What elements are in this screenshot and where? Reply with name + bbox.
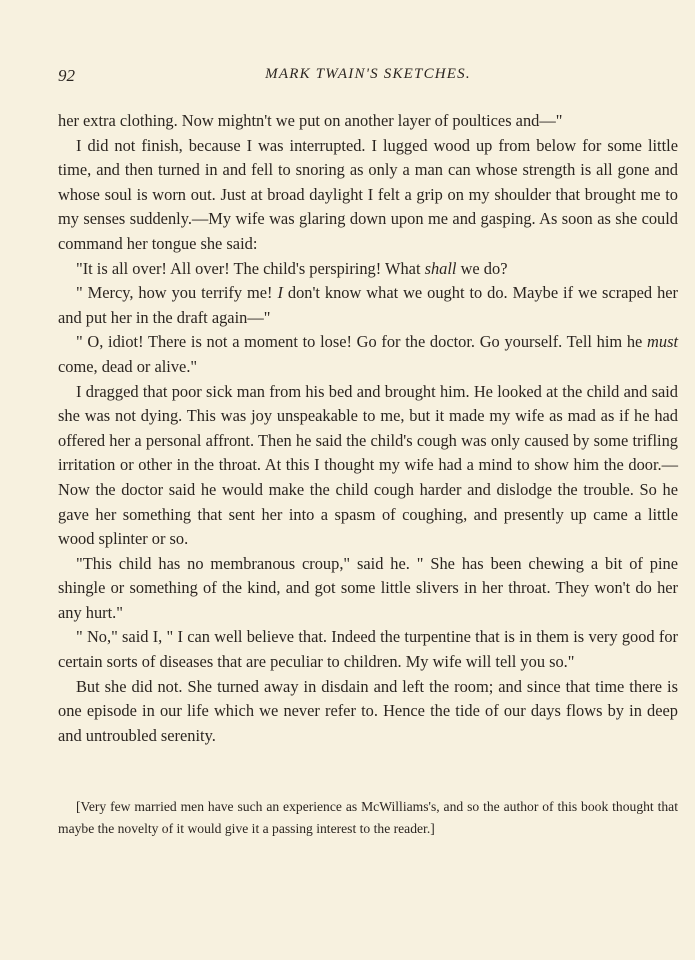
paragraph: " O, idiot! There is not a moment to lose! Go for the doctor. Go yourself. Tell him he must come, dead or alive." [58,332,678,376]
emphasis-text: shall [424,258,457,278]
paragraph: " No," said I, " I can well believe that. Indeed the turpentine that is in them is very good for certain sorts of diseases that are peculiar to children. My wife will tell you so." [58,627,678,672]
emphasis-text: I [277,283,283,303]
paragraph: I did not finish, because I was interrupted. I lugged wood up from below for some little time, and then turned in and fell to snoring as only a man can whose strength is all gone and whose soul is worn out. Just at broad daylight I felt a grip on my shoulder that brought me to my senses suddenly.—My wife was glaring down upon me and gasping. As soon as she could command her tongue she said: [58,135,678,253]
footnote: [Very few married men have such an experience as McWilliams's, and so the author of this book thought that maybe the novelty of it would give it a passing interest to the reader.] [58,799,678,836]
paragraph: But she did not. She turned away in disdain and left the room; and since that time there is one episode in our life which we never refer to. Hence the tide of our days flows by in deep and untroubled serenity. [58,676,678,745]
paragraph: " Mercy, how you terrify me! I don't know what we ought to do. Maybe if we scraped her and put her in the draft again—" [58,283,678,327]
paragraph: her extra clothing. Now mightn't we put on another layer of poultices and—" [58,111,563,130]
page-number: 92 [58,66,75,85]
running-header [58,66,678,90]
paragraph: I dragged that poor sick man from his bed and brought him. He looked at the child and said she was not dying. This was joy unspeakable to me, but it made my wife as mad as if he had offered her a personal affront. Then he said the child's cough was only caused by some trifling irritation or other in the throat. At this I thought my wife had a mind to show him the door.—Now the doctor said he would make the child cough harder and dislodge the trouble. So he gave her something that sent her into a spasm of coughing, and presently up came a little wood splinter or so. [58,381,678,549]
paragraph: "It is all over! All over! The child's perspiring! What shall we do? [76,258,508,278]
body-text [58,109,678,748]
paragraph: "This child has no membranous croup," said he. " She has been chewing a bit of pine shingle or something of the kind, and got some little slivers in her throat. They won't do her any hurt." [58,553,678,622]
emphasis-text: must [647,332,678,352]
running-title: MARK TWAIN'S SKETCHES. [265,66,471,82]
